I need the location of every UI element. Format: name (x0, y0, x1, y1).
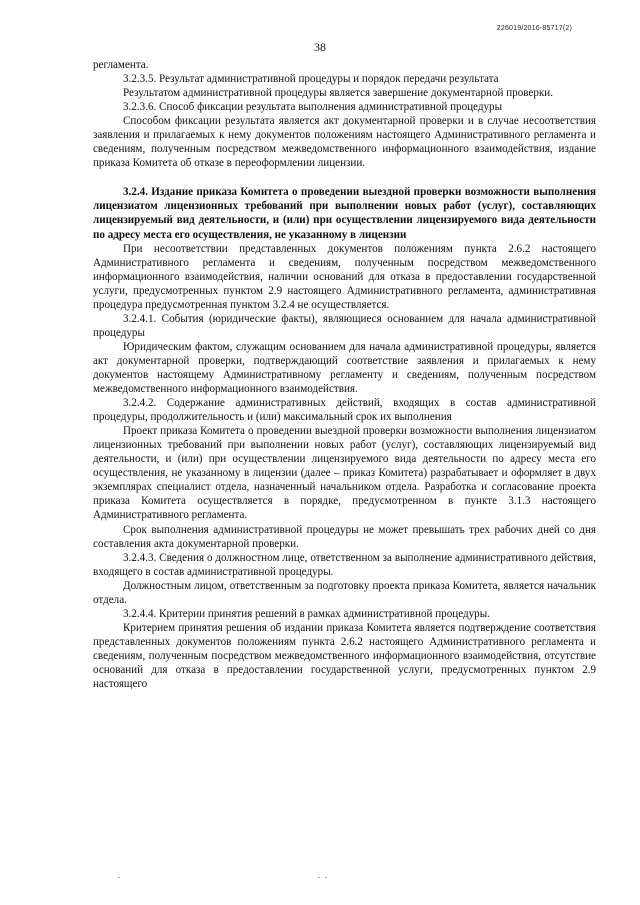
document-body (93, 58, 596, 691)
paragraph: Срок выполнения административной процедуры не может превышать трех рабочих дней со дня составления акта документарной проверки. (93, 523, 596, 550)
paragraph: Проект приказа Комитета о проведении выездной проверки возможности выполнения лицензиатом лицензионных требований при выполнении новых работ (услуг), составляющих лицензируемый вид деятельности, и (или) при осуществлении лицензируемого вида деятельности по адресу места его осуществления, не указанному в лицензии (далее – приказ Комитета) разрабатывает и оформляет в двух экземплярах специалист отдела, назначенный начальником отдела. Разработка и согласование проекта приказа Комитета осуществляется в порядке, предусмотренном в пункте 3.1.3 настоящего Административного регламента. (93, 425, 596, 522)
paragraph: Должностным лицом, ответственным за подготовку проекта приказа Комитета, является начальник отдела. (93, 579, 596, 606)
subsection-heading: 3.2.4.2. Содержание административных действий, входящих в состав административной процедуры, продолжительность и (или) максимальный срок их выполнения (93, 397, 596, 424)
page-number: 38 (314, 40, 326, 54)
paragraph: Результатом административной процедуры является завершение документарной проверки. (123, 87, 553, 100)
section-heading: 3.2.4. Издание приказа Комитета о проведении выездной проверки возможности выполнения лицензиатом лицензионных требований при выполнении новых работ (услуг), составляющих лицензируемый вид деятельности, и (или) при осуществлении лицензируемого вида деятельности по адресу места его осуществления, не указанному в лицензии (93, 186, 596, 241)
subsection-heading: 3.2.3.5. Результат административной процедуры и порядок передачи результата (123, 73, 499, 86)
paragraph: Критерием принятия решения об издании приказа Комитета является подтверждение соответствия представленных документов положениям пункта 2.6.2 настоящего Административного регламента и сведениям, полученным посредством межведомственного информационного взаимодействия, отсутствие оснований для отказа в предоставлении государственной услуги, предусмотренных пунктом 2.9 настоящего (93, 621, 596, 691)
scan-specks (0, 877, 640, 883)
paragraph: Способом фиксации результата является акт документарной проверки и в случае несоответствия заявления и прилагаемых к нему документов положениям настоящего Административного регламента и сведениям, полученным посредством межведомственного информационного взаимодействия, издание приказа Комитета об отказе в переоформлении лицензии. (93, 115, 596, 170)
paragraph: При несоответствии представленных документов положениям пункта 2.6.2 настоящего Административного регламента и сведениям, полученным посредством межведомственного информационного взаимодействия, наличии оснований для отказа в предоставлении государственной услуги, предусмотренных пунктом 2.9 настоящего Административного регламента, административная процедура предусмотренная пунктом 3.2.4 не осуществляется. (93, 242, 596, 311)
paragraph: регламента. (93, 59, 149, 71)
document-id: 226019/2016-85717(2) (496, 25, 572, 32)
subsection-heading: 3.2.4.3. Сведения о должностном лице, ответственном за выполнение административного действия, входящего в состав административной процедуры. (93, 551, 596, 578)
subsection-heading: 3.2.3.6. Способ фиксации результата выполнения административной процедуры (123, 101, 503, 114)
subsection-heading: 3.2.4.4. Критерии принятия решений в рамках административной процедуры. (123, 607, 490, 620)
subsection-heading: 3.2.4.1. События (юридические факты), являющиеся основанием для начала административной процедуры (93, 312, 596, 339)
paragraph: Юридическим фактом, служащим основанием для начала административной процедуры, является акт документарной проверки, подтверждающий соответствие заявления и прилагаемых к нему документов настоящему Административному регламенту и сведениям, полученным посредством межведомственного информационного взаимодействия. (93, 340, 596, 396)
